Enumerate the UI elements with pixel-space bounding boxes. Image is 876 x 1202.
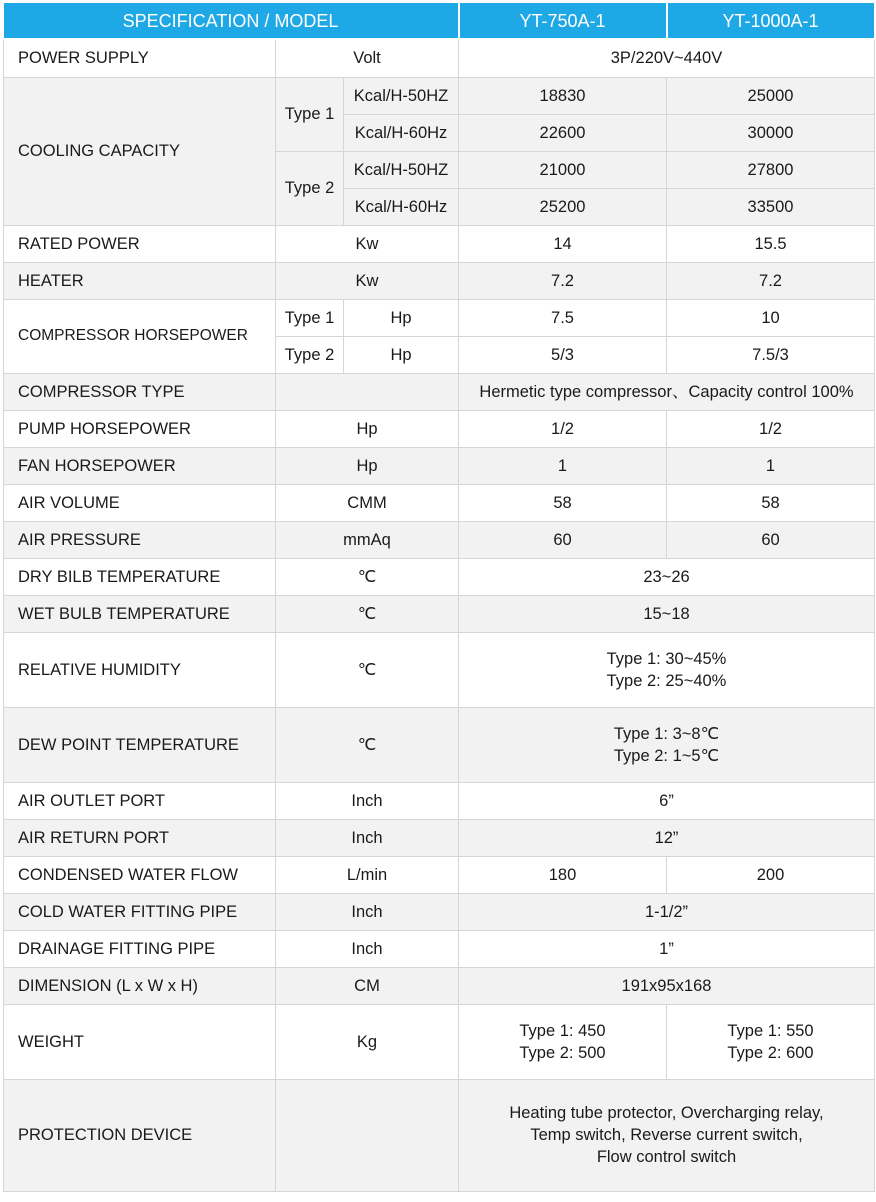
row-wet-bulb-temperature <box>4 595 875 632</box>
row-label: DIMENSION (L x W x H) <box>4 967 276 1004</box>
value-model-1: 25200 <box>459 188 667 225</box>
row-label: DEW POINT TEMPERATURE <box>4 707 276 782</box>
row-unit: Inch <box>276 782 459 819</box>
cooling-type-2: Type 2 <box>276 151 344 225</box>
row-power-supply <box>4 39 875 77</box>
row-unit: Hp <box>344 299 459 336</box>
value-line: Type 2: 500 <box>519 1043 606 1062</box>
row-air-return-port <box>4 819 875 856</box>
row-protection-device <box>4 1079 875 1191</box>
compressor-type-2: Type 2 <box>276 336 344 373</box>
value-model-2: 58 <box>667 484 875 521</box>
row-unit: L/min <box>276 856 459 893</box>
row-drainage-fitting-pipe <box>4 930 875 967</box>
value-model-1: 14 <box>459 225 667 262</box>
value-model-1: 7.5 <box>459 299 667 336</box>
row-label: DRY BILB TEMPERATURE <box>4 558 276 595</box>
row-unit: ℃ <box>276 558 459 595</box>
value-line: Type 2: 25~40% <box>606 671 727 690</box>
row-unit: ℃ <box>276 595 459 632</box>
row-value: Hermetic type compressor、Capacity control 100% <box>459 373 875 410</box>
row-value: 1” <box>459 930 875 967</box>
value-model-2: 1/2 <box>667 410 875 447</box>
row-unit <box>276 1079 459 1191</box>
value-line: Type 1: 450 <box>519 1021 606 1040</box>
row-label: AIR PRESSURE <box>4 521 276 558</box>
value-model-2: 7.5/3 <box>667 336 875 373</box>
row-value: 191x95x168 <box>459 967 875 1004</box>
row-unit: Hp <box>344 336 459 373</box>
row-label: COMPRESSOR TYPE <box>4 373 276 410</box>
row-unit: Kg <box>276 1004 459 1079</box>
row-unit: Volt <box>276 39 459 77</box>
value-line: Type 1: 3~8℃ <box>613 724 720 743</box>
value-line: Type 1: 550 <box>727 1021 814 1040</box>
row-fan-horsepower <box>4 447 875 484</box>
compressor-type-1: Type 1 <box>276 299 344 336</box>
value-model-2: 10 <box>667 299 875 336</box>
row-compressor-horsepower <box>4 299 875 336</box>
value-model-1: 18830 <box>459 77 667 114</box>
row-label: CONDENSED WATER FLOW <box>4 856 276 893</box>
row-air-pressure <box>4 521 875 558</box>
row-label: AIR VOLUME <box>4 484 276 521</box>
value-model-1: 1 <box>459 447 667 484</box>
header-model-1: YT-750A-1 <box>459 3 667 39</box>
value-line: Heating tube protector, Overcharging relay, <box>509 1104 824 1122</box>
header-row <box>4 3 875 39</box>
value-model-2: 25000 <box>667 77 875 114</box>
value-model-2: 7.2 <box>667 262 875 299</box>
row-unit: Inch <box>276 893 459 930</box>
row-unit: Kcal/H-50HZ <box>344 151 459 188</box>
row-label: COOLING CAPACITY <box>4 77 276 225</box>
row-unit: Inch <box>276 930 459 967</box>
header-model-2: YT-1000A-1 <box>667 3 875 39</box>
row-unit: Kcal/H-50HZ <box>344 77 459 114</box>
cooling-type-1: Type 1 <box>276 77 344 151</box>
row-label: POWER SUPPLY <box>4 39 276 77</box>
row-label: FAN HORSEPOWER <box>4 447 276 484</box>
row-label: PUMP HORSEPOWER <box>4 410 276 447</box>
value-model-2 <box>667 1004 875 1079</box>
row-label: AIR OUTLET PORT <box>4 782 276 819</box>
row-unit: mmAq <box>276 521 459 558</box>
value-model-1: 1/2 <box>459 410 667 447</box>
row-unit: CMM <box>276 484 459 521</box>
row-label: COLD WATER FITTING PIPE <box>4 893 276 930</box>
value-model-1: 21000 <box>459 151 667 188</box>
value-line: Flow control switch <box>596 1148 737 1166</box>
value-model-2: 15.5 <box>667 225 875 262</box>
row-value: 6” <box>459 782 875 819</box>
row-value: 15~18 <box>459 595 875 632</box>
row-unit: ℃ <box>276 707 459 782</box>
row-pump-horsepower <box>4 410 875 447</box>
row-label: WEIGHT <box>4 1004 276 1079</box>
row-unit: Kcal/H-60Hz <box>344 114 459 151</box>
value-model-2: 200 <box>667 856 875 893</box>
row-rated-power <box>4 225 875 262</box>
value-model-1 <box>459 1004 667 1079</box>
value-model-1: 5/3 <box>459 336 667 373</box>
value-model-2: 1 <box>667 447 875 484</box>
row-unit: CM <box>276 967 459 1004</box>
row-label: HEATER <box>4 262 276 299</box>
row-unit: ℃ <box>276 632 459 707</box>
row-value <box>459 707 875 782</box>
row-unit <box>276 373 459 410</box>
row-condensed-water-flow <box>4 856 875 893</box>
row-value: 3P/220V~440V <box>459 39 875 77</box>
row-unit: Inch <box>276 819 459 856</box>
value-model-1: 180 <box>459 856 667 893</box>
row-value <box>459 632 875 707</box>
row-cold-water-fitting-pipe <box>4 893 875 930</box>
row-value: 23~26 <box>459 558 875 595</box>
row-dimension <box>4 967 875 1004</box>
row-label: PROTECTION DEVICE <box>4 1079 276 1191</box>
row-relative-humidity <box>4 632 875 707</box>
row-label: RELATIVE HUMIDITY <box>4 632 276 707</box>
row-unit: Kw <box>276 262 459 299</box>
row-compressor-type <box>4 373 875 410</box>
row-unit: Kw <box>276 225 459 262</box>
value-model-2: 33500 <box>667 188 875 225</box>
row-air-volume <box>4 484 875 521</box>
row-weight <box>4 1004 875 1079</box>
header-spec-model: SPECIFICATION / MODEL <box>4 3 459 39</box>
row-label: COMPRESSOR HORSEPOWER <box>4 299 276 373</box>
row-unit: Kcal/H-60Hz <box>344 188 459 225</box>
row-unit: Hp <box>276 410 459 447</box>
value-line: Temp switch, Reverse current switch, <box>530 1126 803 1144</box>
row-dry-bulb-temperature <box>4 558 875 595</box>
value-line: Type 2: 1~5℃ <box>613 746 720 765</box>
specification-table <box>3 3 876 1192</box>
value-model-2: 30000 <box>667 114 875 151</box>
value-model-1: 60 <box>459 521 667 558</box>
value-line: Type 1: 30~45% <box>606 649 727 668</box>
row-value <box>459 1079 875 1191</box>
value-model-2: 60 <box>667 521 875 558</box>
value-model-2: 27800 <box>667 151 875 188</box>
row-label: DRAINAGE FITTING PIPE <box>4 930 276 967</box>
row-label: RATED POWER <box>4 225 276 262</box>
row-unit: Hp <box>276 447 459 484</box>
value-model-1: 22600 <box>459 114 667 151</box>
row-cooling-capacity <box>4 77 875 114</box>
value-model-1: 58 <box>459 484 667 521</box>
row-value: 1-1/2” <box>459 893 875 930</box>
row-air-outlet-port <box>4 782 875 819</box>
value-line: Type 2: 600 <box>727 1043 814 1062</box>
row-dew-point-temperature <box>4 707 875 782</box>
row-value: 12” <box>459 819 875 856</box>
row-label: AIR RETURN PORT <box>4 819 276 856</box>
value-model-1: 7.2 <box>459 262 667 299</box>
row-heater <box>4 262 875 299</box>
row-label: WET BULB TEMPERATURE <box>4 595 276 632</box>
